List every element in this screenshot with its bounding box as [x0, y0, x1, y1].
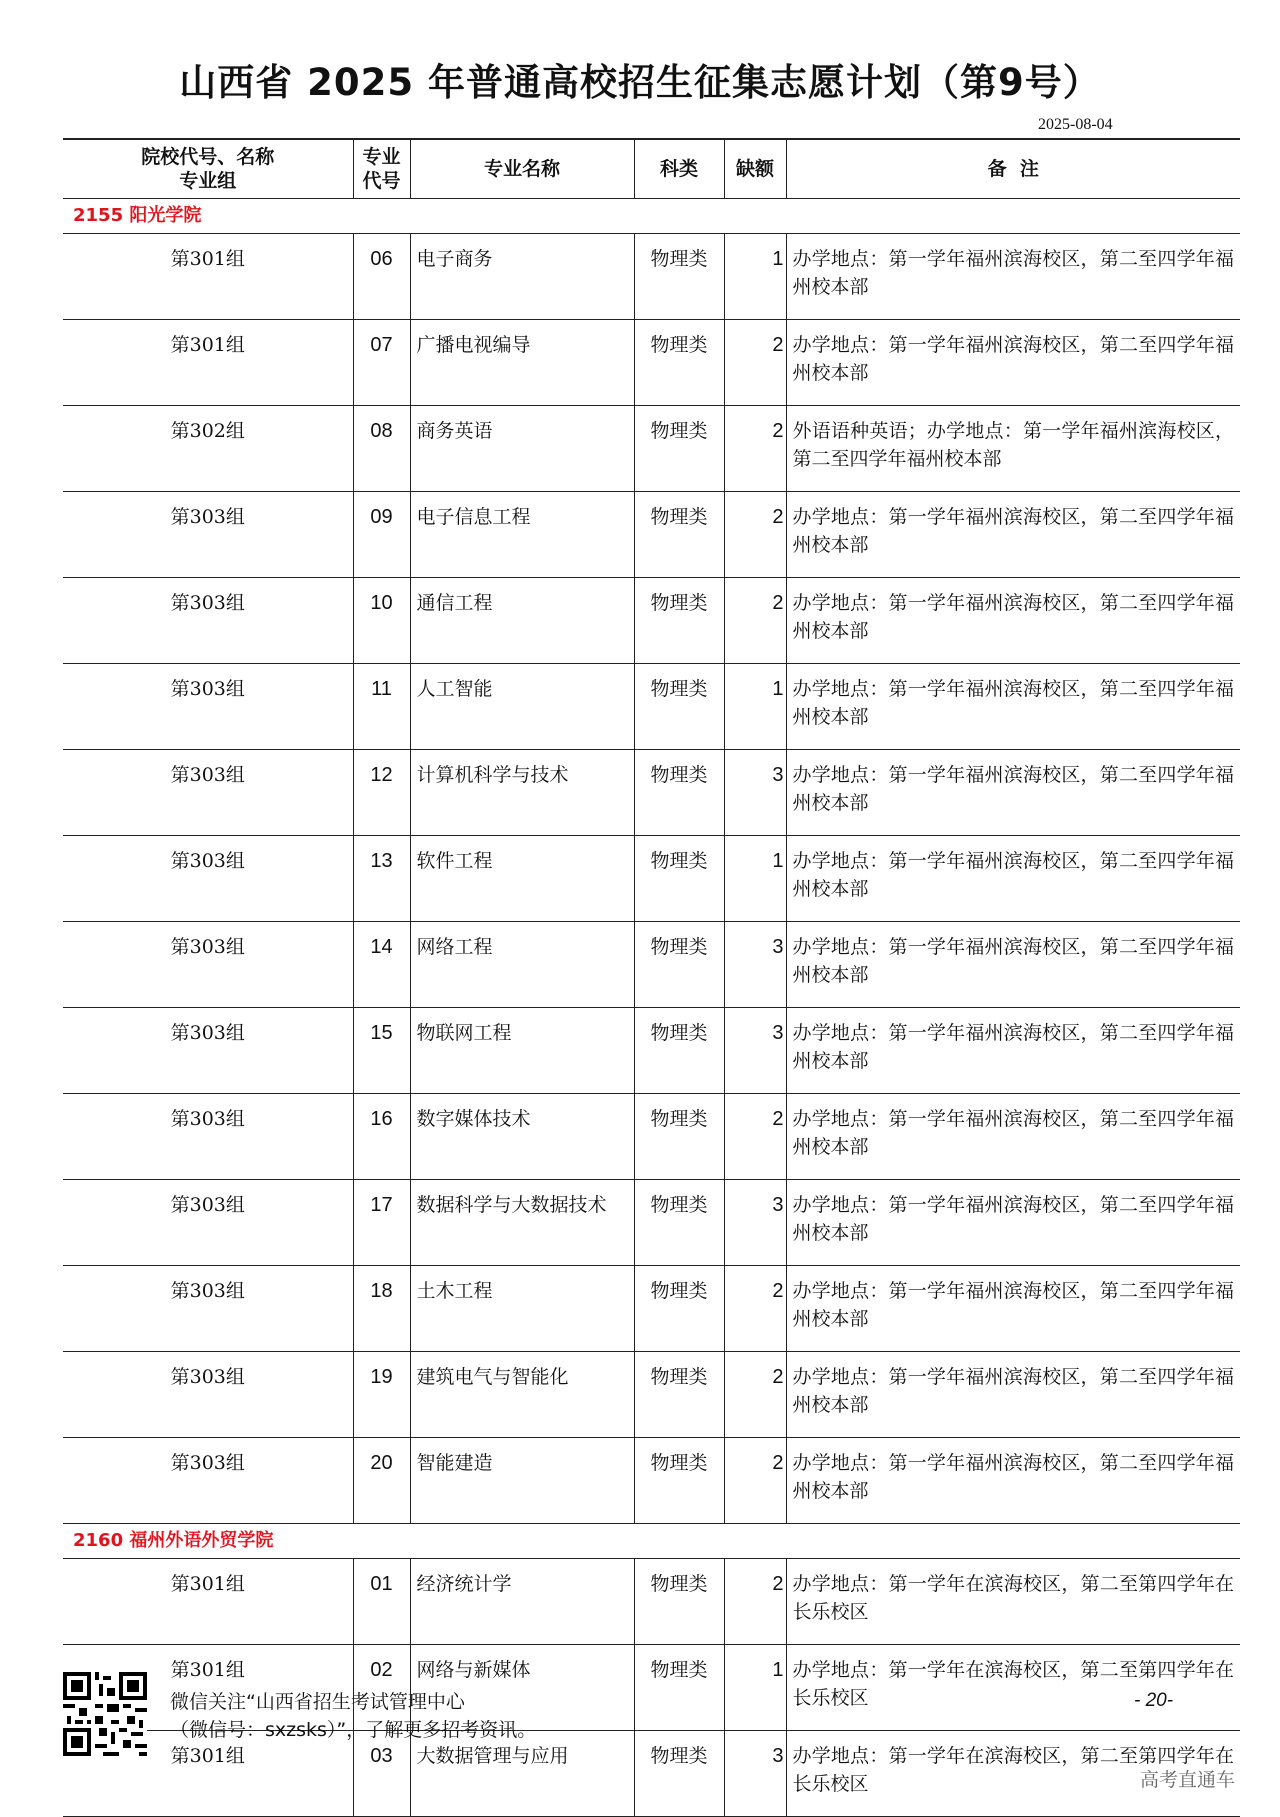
- major-name-cell: 广播电视编导: [410, 320, 634, 406]
- table-row: [63, 1559, 1240, 1645]
- quota-cell: 3: [724, 1180, 786, 1266]
- school-section-row: [63, 199, 1240, 234]
- remarks-cell: 办学地点：第一学年福州滨海校区，第二至四学年福州校本部: [786, 234, 1240, 320]
- quota-cell: 2: [724, 1266, 786, 1352]
- table-row: [63, 1266, 1240, 1352]
- major-name-cell: 人工智能: [410, 664, 634, 750]
- major-name-cell: 建筑电气与智能化: [410, 1352, 634, 1438]
- table-row: [63, 1094, 1240, 1180]
- major-name-cell: 电子商务: [410, 234, 634, 320]
- major-code-cell: 12: [353, 750, 410, 836]
- category-cell: 物理类: [634, 1352, 724, 1438]
- major-name-cell: 土木工程: [410, 1266, 634, 1352]
- table-row: [63, 234, 1240, 320]
- major-code-cell: 11: [353, 664, 410, 750]
- quota-cell: 3: [724, 1008, 786, 1094]
- category-cell: 物理类: [634, 836, 724, 922]
- major-name-cell: 软件工程: [410, 836, 634, 922]
- watermark: 高考直通车: [1140, 1769, 1236, 1791]
- major-code-cell: 18: [353, 1266, 410, 1352]
- group-cell: 第303组: [63, 1008, 353, 1094]
- major-name-cell: 数据科学与大数据技术: [410, 1180, 634, 1266]
- remarks-cell: 办学地点：第一学年福州滨海校区，第二至四学年福州校本部: [786, 922, 1240, 1008]
- remarks-cell: 办学地点：第一学年在滨海校区，第二至第四学年在长乐校区: [786, 1559, 1240, 1645]
- remarks-cell: 办学地点：第一学年福州滨海校区，第二至四学年福州校本部: [786, 578, 1240, 664]
- quota-cell: 3: [724, 1731, 786, 1817]
- footer-line-1: 微信关注“山西省招生考试管理中心: [170, 1691, 465, 1713]
- major-code-cell: 08: [353, 406, 410, 492]
- publish-date: 2025-08-04: [1038, 116, 1113, 133]
- remarks-cell: 办学地点：第一学年在滨海校区，第二至第四学年在长乐校区: [786, 1731, 1240, 1817]
- header-quota: 缺额: [724, 139, 786, 199]
- table-row: [63, 1438, 1240, 1524]
- category-cell: 物理类: [634, 664, 724, 750]
- group-cell: 第303组: [63, 1438, 353, 1524]
- group-cell: 第303组: [63, 1352, 353, 1438]
- category-cell: 物理类: [634, 320, 724, 406]
- remarks-cell: 办学地点：第一学年福州滨海校区，第二至四学年福州校本部: [786, 320, 1240, 406]
- major-code-cell: 13: [353, 836, 410, 922]
- qr-code-icon: [63, 1672, 147, 1756]
- table-header-row: [63, 139, 1240, 199]
- category-cell: 物理类: [634, 234, 724, 320]
- group-cell: 第301组: [63, 1731, 353, 1817]
- header-category: 科类: [634, 139, 724, 199]
- major-code-cell: 09: [353, 492, 410, 578]
- category-cell: 物理类: [634, 406, 724, 492]
- category-cell: 物理类: [634, 1094, 724, 1180]
- major-code-cell: 10: [353, 578, 410, 664]
- quota-cell: 3: [724, 750, 786, 836]
- quota-cell: 2: [724, 578, 786, 664]
- group-cell: 第301组: [63, 234, 353, 320]
- major-name-cell: 电子信息工程: [410, 492, 634, 578]
- category-cell: 物理类: [634, 1731, 724, 1817]
- major-code-cell: 01: [353, 1559, 410, 1645]
- major-code-cell: 20: [353, 1438, 410, 1524]
- quota-cell: 2: [724, 1438, 786, 1524]
- category-cell: 物理类: [634, 578, 724, 664]
- remarks-cell: 办学地点：第一学年福州滨海校区，第二至四学年福州校本部: [786, 1180, 1240, 1266]
- remarks-cell: 办学地点：第一学年福州滨海校区，第二至四学年福州校本部: [786, 1438, 1240, 1524]
- major-name-cell: 经济统计学: [410, 1559, 634, 1645]
- category-cell: 物理类: [634, 1645, 724, 1731]
- remarks-cell: 办学地点：第一学年在滨海校区，第二至第四学年在长乐校区: [786, 1645, 1240, 1731]
- table-row: [63, 922, 1240, 1008]
- quota-cell: 2: [724, 1094, 786, 1180]
- remarks-cell: 办学地点：第一学年福州滨海校区，第二至四学年福州校本部: [786, 836, 1240, 922]
- group-cell: 第303组: [63, 1180, 353, 1266]
- school-name: 2160 福州外语外贸学院: [63, 1524, 1240, 1559]
- quota-cell: 2: [724, 492, 786, 578]
- category-cell: 物理类: [634, 922, 724, 1008]
- quota-cell: 3: [724, 922, 786, 1008]
- major-code-cell: 03: [353, 1731, 410, 1817]
- remarks-cell: 办学地点：第一学年福州滨海校区，第二至四学年福州校本部: [786, 664, 1240, 750]
- major-name-cell: 计算机科学与技术: [410, 750, 634, 836]
- table-row: [63, 1352, 1240, 1438]
- category-cell: 物理类: [634, 1438, 724, 1524]
- header-major-code: 专业 代号: [353, 139, 410, 199]
- group-cell: 第301组: [63, 320, 353, 406]
- major-code-cell: 06: [353, 234, 410, 320]
- quota-cell: 2: [724, 1352, 786, 1438]
- major-code-cell: 02: [353, 1645, 410, 1731]
- major-code-cell: 19: [353, 1352, 410, 1438]
- table-row: [63, 406, 1240, 492]
- group-cell: 第301组: [63, 1559, 353, 1645]
- group-cell: 第303组: [63, 578, 353, 664]
- major-name-cell: 物联网工程: [410, 1008, 634, 1094]
- remarks-cell: 办学地点：第一学年福州滨海校区，第二至四学年福州校本部: [786, 1352, 1240, 1438]
- major-name-cell: 数字媒体技术: [410, 1094, 634, 1180]
- major-code-cell: 14: [353, 922, 410, 1008]
- category-cell: 物理类: [634, 750, 724, 836]
- remarks-cell: 外语语种英语；办学地点：第一学年福州滨海校区，第二至四学年福州校本部: [786, 406, 1240, 492]
- header-major-name: 专业名称: [410, 139, 634, 199]
- group-cell: 第303组: [63, 664, 353, 750]
- group-cell: 第303组: [63, 922, 353, 1008]
- table-row: [63, 492, 1240, 578]
- major-code-cell: 17: [353, 1180, 410, 1266]
- category-cell: 物理类: [634, 1559, 724, 1645]
- major-name-cell: 网络与新媒体: [410, 1645, 634, 1731]
- remarks-cell: 办学地点：第一学年福州滨海校区，第二至四学年福州校本部: [786, 492, 1240, 578]
- page-title: 山西省 2025 年普通高校招生征集志愿计划（第9号）: [179, 61, 1101, 104]
- category-cell: 物理类: [634, 1180, 724, 1266]
- group-cell: 第303组: [63, 492, 353, 578]
- major-name-cell: 通信工程: [410, 578, 634, 664]
- school-name: 2155 阳光学院: [63, 199, 1240, 234]
- admission-plan-table: [63, 138, 1240, 1817]
- table-row: [63, 1180, 1240, 1266]
- category-cell: 物理类: [634, 1266, 724, 1352]
- table-row: [63, 320, 1240, 406]
- footer-wechat-notice: [170, 1688, 536, 1744]
- header-school: 院校代号、名称 专业组: [63, 139, 353, 199]
- group-cell: 第303组: [63, 836, 353, 922]
- quota-cell: 1: [724, 664, 786, 750]
- footer-line-2: （微信号：sxzsks）”，了解更多招考资讯。: [170, 1719, 537, 1741]
- table-row: [63, 664, 1240, 750]
- school-section-row: [63, 1524, 1240, 1559]
- remarks-cell: 办学地点：第一学年福州滨海校区，第二至四学年福州校本部: [786, 750, 1240, 836]
- header-remarks: 备 注: [786, 139, 1240, 199]
- remarks-cell: 办学地点：第一学年福州滨海校区，第二至四学年福州校本部: [786, 1266, 1240, 1352]
- group-cell: 第303组: [63, 1266, 353, 1352]
- category-cell: 物理类: [634, 492, 724, 578]
- major-name-cell: 网络工程: [410, 922, 634, 1008]
- major-name-cell: 智能建造: [410, 1438, 634, 1524]
- remarks-cell: 办学地点：第一学年福州滨海校区，第二至四学年福州校本部: [786, 1094, 1240, 1180]
- quota-cell: 2: [724, 1559, 786, 1645]
- quota-cell: 1: [724, 836, 786, 922]
- group-cell: 第301组: [63, 1645, 353, 1731]
- table-row: [63, 1008, 1240, 1094]
- major-code-cell: 16: [353, 1094, 410, 1180]
- quota-cell: 1: [724, 1645, 786, 1731]
- category-cell: 物理类: [634, 1008, 724, 1094]
- group-cell: 第302组: [63, 406, 353, 492]
- page-number: - 20-: [1134, 1690, 1174, 1711]
- table-row: [63, 578, 1240, 664]
- table-row: [63, 836, 1240, 922]
- quota-cell: 2: [724, 320, 786, 406]
- group-cell: 第303组: [63, 750, 353, 836]
- major-name-cell: 商务英语: [410, 406, 634, 492]
- group-cell: 第303组: [63, 1094, 353, 1180]
- quota-cell: 1: [724, 234, 786, 320]
- major-code-cell: 07: [353, 320, 410, 406]
- quota-cell: 2: [724, 406, 786, 492]
- remarks-cell: 办学地点：第一学年福州滨海校区，第二至四学年福州校本部: [786, 1008, 1240, 1094]
- major-name-cell: 大数据管理与应用: [410, 1731, 634, 1817]
- table-row: [63, 750, 1240, 836]
- major-code-cell: 15: [353, 1008, 410, 1094]
